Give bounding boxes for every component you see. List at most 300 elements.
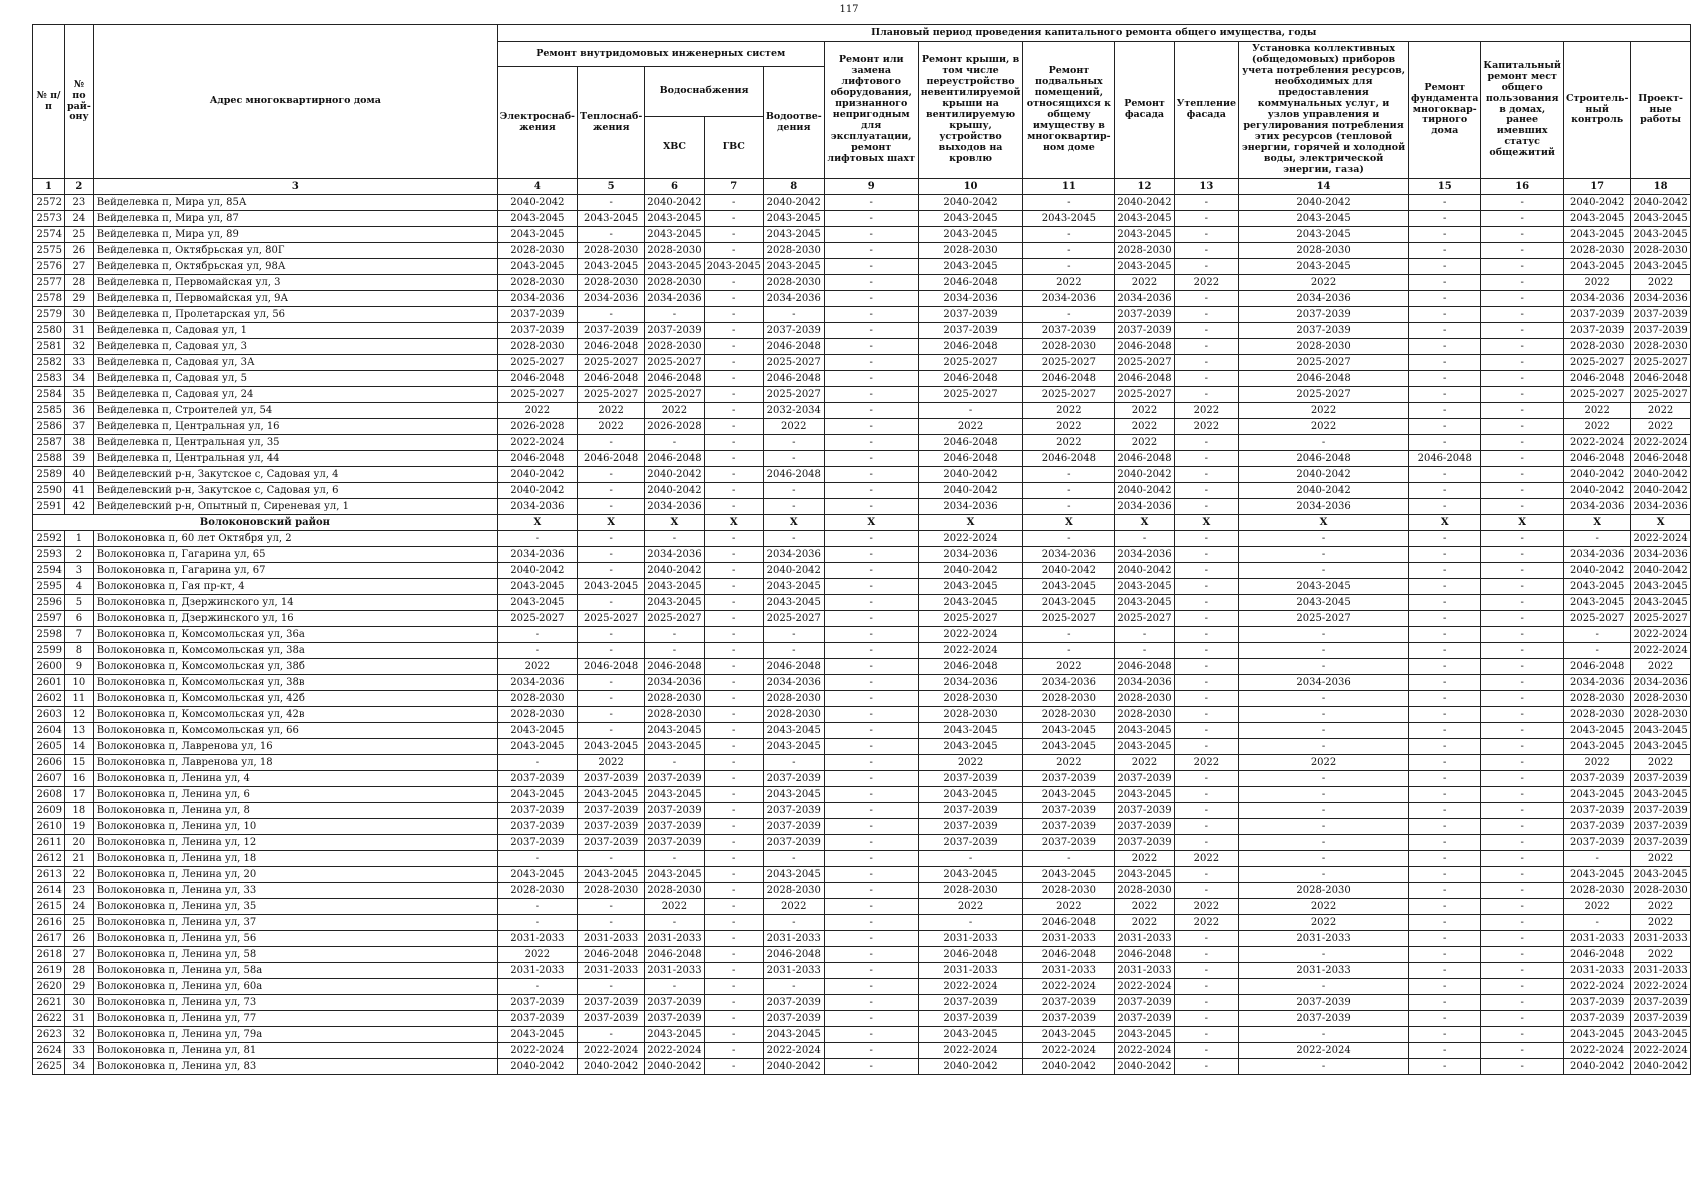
- table-row: [33, 419, 1691, 435]
- table-cell: 2022: [1563, 755, 1631, 771]
- cell-num-district: 12: [65, 707, 94, 723]
- table-cell: -: [1174, 1043, 1238, 1059]
- table-cell: -: [1239, 1059, 1409, 1075]
- table-cell: 2034-2036: [1563, 291, 1631, 307]
- table-row: [33, 979, 1691, 995]
- table-cell: 2037-2039: [1239, 307, 1409, 323]
- table-cell: 2022-2024: [1023, 1043, 1115, 1059]
- table-cell: 2043-2045: [1631, 739, 1690, 755]
- table-cell: -: [918, 915, 1023, 931]
- table-cell: 2034-2036: [1563, 499, 1631, 515]
- header-sewer: Водоотве-дения: [763, 67, 824, 179]
- table-cell: -: [1023, 467, 1115, 483]
- table-cell: 2022: [1023, 899, 1115, 915]
- table-cell: 2040-2042: [645, 563, 704, 579]
- table-cell: -: [1174, 371, 1238, 387]
- table-cell: -: [578, 1027, 645, 1043]
- table-cell: -: [1174, 931, 1238, 947]
- table-cell: -: [1409, 1043, 1481, 1059]
- table-row: [33, 611, 1691, 627]
- table-cell: -: [578, 307, 645, 323]
- header-dorm: Капитальный ремонт мест общего пользования в домах, ранее имевших статус общежитий: [1481, 42, 1564, 179]
- table-cell: -: [824, 195, 918, 211]
- header-electric: Электроснаб-жения: [497, 67, 577, 179]
- cell-address: Вейделевка п, Пролетарская ул, 56: [93, 307, 497, 323]
- table-cell: 2037-2039: [1115, 803, 1174, 819]
- cell-num-pp: 2597: [33, 611, 65, 627]
- table-cell: -: [704, 467, 763, 483]
- table-cell: -: [704, 771, 763, 787]
- table-cell: 2028-2030: [1239, 339, 1409, 355]
- cell-address: Вейделевский р-н, Закутское с, Садовая ул, 4: [93, 467, 497, 483]
- table-cell: 2037-2039: [578, 835, 645, 851]
- cell-num-district: 41: [65, 483, 94, 499]
- table-cell: 2040-2042: [645, 483, 704, 499]
- table-cell: 2022: [1239, 899, 1409, 915]
- cell-address: Волоконовка п, Ленина ул, 58: [93, 947, 497, 963]
- table-cell: 2022-2024: [1563, 1043, 1631, 1059]
- table-cell: 2043-2045: [645, 739, 704, 755]
- table-cell: 2028-2030: [645, 883, 704, 899]
- table-cell: -: [704, 563, 763, 579]
- table-cell: 2043-2045: [763, 723, 824, 739]
- table-cell: 2022: [1174, 275, 1238, 291]
- table-cell: 2022: [1631, 755, 1690, 771]
- table-cell: 2022-2024: [1631, 979, 1690, 995]
- table-cell: -: [1174, 787, 1238, 803]
- cell-address: Волоконовка п, Ленина ул, 8: [93, 803, 497, 819]
- table-cell: -: [704, 963, 763, 979]
- table-cell: 2034-2036: [497, 291, 577, 307]
- table-cell: 2037-2039: [763, 1011, 824, 1027]
- table-cell: -: [1409, 387, 1481, 403]
- table-cell: -: [824, 787, 918, 803]
- table-cell: 2040-2042: [1631, 195, 1690, 211]
- table-cell: -: [704, 947, 763, 963]
- table-cell: 2040-2042: [1115, 467, 1174, 483]
- header-water-supply: Водоснабжения: [645, 67, 764, 117]
- table-cell: 2043-2045: [578, 739, 645, 755]
- table-row: [33, 643, 1691, 659]
- table-cell: -: [1174, 579, 1238, 595]
- table-cell: 2034-2036: [763, 291, 824, 307]
- table-cell: -: [824, 963, 918, 979]
- table-cell: 2028-2030: [1563, 243, 1631, 259]
- table-cell: 2043-2045: [763, 1027, 824, 1043]
- table-cell: 2025-2027: [763, 387, 824, 403]
- table-cell: -: [1409, 819, 1481, 835]
- table-cell: 2025-2027: [763, 355, 824, 371]
- table-cell: 2022-2024: [918, 627, 1023, 643]
- cell-num-district: 17: [65, 787, 94, 803]
- table-cell: -: [1174, 387, 1238, 403]
- table-cell: 2025-2027: [1631, 387, 1690, 403]
- table-body: [33, 179, 1691, 1075]
- cell-num-pp: 2617: [33, 931, 65, 947]
- header-elevator: Ремонт или замена лифтового оборудования, признанного непригодным для эксплуатации, ремонт лифтовых шахт: [824, 42, 918, 179]
- table-cell: -: [1174, 883, 1238, 899]
- table-cell: 2043-2045: [918, 227, 1023, 243]
- column-number: 18: [1631, 179, 1690, 195]
- cell-num-district: 33: [65, 1043, 94, 1059]
- table-cell: 2028-2030: [578, 883, 645, 899]
- cell-num-district: 23: [65, 195, 94, 211]
- table-row: [33, 403, 1691, 419]
- table-row: [33, 771, 1691, 787]
- cell-num-district: 26: [65, 931, 94, 947]
- district-mark: X: [1409, 515, 1481, 531]
- table-cell: -: [1239, 563, 1409, 579]
- cell-num-pp: 2615: [33, 899, 65, 915]
- table-row: [33, 851, 1691, 867]
- table-cell: -: [1409, 899, 1481, 915]
- table-cell: -: [645, 627, 704, 643]
- district-name: Волоконовский район: [33, 515, 498, 531]
- table-cell: -: [824, 995, 918, 1011]
- cell-address: Волоконовка п, Ленина ул, 10: [93, 819, 497, 835]
- table-cell: -: [1409, 883, 1481, 899]
- cell-address: Вейделевка п, Центральная ул, 35: [93, 435, 497, 451]
- district-mark: X: [704, 515, 763, 531]
- table-cell: 2043-2045: [1239, 595, 1409, 611]
- table-row: [33, 1027, 1691, 1043]
- table-cell: 2046-2048: [1023, 947, 1115, 963]
- cell-num-district: 16: [65, 771, 94, 787]
- table-cell: -: [1239, 691, 1409, 707]
- table-cell: 2043-2045: [578, 211, 645, 227]
- table-cell: 2028-2030: [1115, 707, 1174, 723]
- table-cell: -: [918, 851, 1023, 867]
- table-cell: 2025-2027: [645, 387, 704, 403]
- table-cell: -: [1174, 563, 1238, 579]
- table-cell: 2022: [1023, 275, 1115, 291]
- cell-num-district: 29: [65, 979, 94, 995]
- cell-num-pp: 2581: [33, 339, 65, 355]
- table-cell: -: [763, 915, 824, 931]
- table-cell: -: [1481, 851, 1564, 867]
- cell-num-pp: 2595: [33, 579, 65, 595]
- table-cell: 2037-2039: [918, 995, 1023, 1011]
- cell-num-district: 37: [65, 419, 94, 435]
- table-cell: 2022: [1115, 419, 1174, 435]
- table-cell: 2031-2033: [1239, 931, 1409, 947]
- table-cell: 2037-2039: [1239, 995, 1409, 1011]
- table-cell: -: [1481, 963, 1564, 979]
- table-cell: -: [824, 979, 918, 995]
- table-cell: 2028-2030: [918, 883, 1023, 899]
- table-cell: 2028-2030: [1631, 339, 1690, 355]
- table-cell: 2043-2045: [1239, 211, 1409, 227]
- table-cell: -: [1409, 787, 1481, 803]
- table-cell: -: [824, 643, 918, 659]
- table-cell: 2037-2039: [578, 323, 645, 339]
- table-cell: -: [1239, 835, 1409, 851]
- table-cell: 2022: [1174, 755, 1238, 771]
- cell-address: Волоконовка п, Дзержинского ул, 16: [93, 611, 497, 627]
- table-cell: 2034-2036: [1631, 547, 1690, 563]
- table-cell: -: [578, 467, 645, 483]
- table-cell: -: [704, 723, 763, 739]
- table-cell: -: [1481, 387, 1564, 403]
- table-cell: -: [1563, 851, 1631, 867]
- table-cell: -: [1174, 627, 1238, 643]
- table-cell: 2022: [763, 419, 824, 435]
- table-cell: 2022: [1174, 419, 1238, 435]
- table-cell: 2022: [497, 947, 577, 963]
- cell-num-pp: 2609: [33, 803, 65, 819]
- table-cell: 2022: [645, 403, 704, 419]
- table-cell: -: [1023, 227, 1115, 243]
- table-cell: 2034-2036: [918, 499, 1023, 515]
- table-cell: -: [1409, 771, 1481, 787]
- table-cell: -: [704, 691, 763, 707]
- cell-address: Волоконовка п, Ленина ул, 4: [93, 771, 497, 787]
- cell-num-pp: 2579: [33, 307, 65, 323]
- table-cell: 2043-2045: [918, 595, 1023, 611]
- table-cell: -: [704, 979, 763, 995]
- table-cell: 2043-2045: [645, 1027, 704, 1043]
- table-cell: 2026-2028: [497, 419, 577, 435]
- table-cell: 2043-2045: [497, 595, 577, 611]
- table-cell: -: [704, 307, 763, 323]
- table-cell: -: [1239, 739, 1409, 755]
- table-cell: 2046-2048: [1563, 451, 1631, 467]
- table-cell: -: [704, 451, 763, 467]
- table-row: [33, 915, 1691, 931]
- table-cell: -: [1481, 819, 1564, 835]
- cell-num-district: 25: [65, 915, 94, 931]
- table-cell: -: [824, 915, 918, 931]
- table-cell: -: [1409, 403, 1481, 419]
- table-cell: -: [824, 211, 918, 227]
- table-cell: 2046-2048: [578, 371, 645, 387]
- table-cell: 2028-2030: [578, 275, 645, 291]
- table-cell: -: [1481, 787, 1564, 803]
- table-cell: -: [1409, 931, 1481, 947]
- table-cell: -: [704, 899, 763, 915]
- table-cell: 2043-2045: [1239, 579, 1409, 595]
- table-cell: -: [1409, 851, 1481, 867]
- cell-num-pp: 2575: [33, 243, 65, 259]
- table-cell: 2043-2045: [1023, 867, 1115, 883]
- table-cell: -: [1481, 899, 1564, 915]
- table-cell: 2037-2039: [1563, 995, 1631, 1011]
- table-cell: -: [1174, 323, 1238, 339]
- table-cell: 2040-2042: [918, 483, 1023, 499]
- table-cell: -: [824, 403, 918, 419]
- table-cell: 2031-2033: [578, 931, 645, 947]
- table-cell: 2025-2027: [645, 355, 704, 371]
- cell-num-pp: 2611: [33, 835, 65, 851]
- table-cell: -: [1409, 483, 1481, 499]
- table-cell: -: [1174, 307, 1238, 323]
- table-cell: -: [578, 707, 645, 723]
- table-cell: 2046-2048: [578, 659, 645, 675]
- table-cell: 2025-2027: [1563, 387, 1631, 403]
- table-cell: 2043-2045: [1563, 595, 1631, 611]
- table-cell: -: [704, 483, 763, 499]
- table-cell: -: [1409, 739, 1481, 755]
- table-row: [33, 819, 1691, 835]
- table-cell: 2022: [1023, 419, 1115, 435]
- table-cell: 2022-2024: [497, 1043, 577, 1059]
- table-cell: 2043-2045: [1023, 723, 1115, 739]
- table-cell: 2037-2039: [1023, 803, 1115, 819]
- table-cell: 2025-2027: [1631, 355, 1690, 371]
- cell-num-pp: 2591: [33, 499, 65, 515]
- cell-address: Вейделевка п, Первомайская ул, 3: [93, 275, 497, 291]
- table-cell: -: [824, 531, 918, 547]
- table-cell: 2040-2042: [497, 467, 577, 483]
- table-cell: -: [1481, 803, 1564, 819]
- table-cell: 2040-2042: [1631, 467, 1690, 483]
- cell-num-pp: 2616: [33, 915, 65, 931]
- table-row: [33, 723, 1691, 739]
- table-cell: 2025-2027: [1563, 355, 1631, 371]
- table-cell: -: [578, 851, 645, 867]
- table-cell: 2040-2042: [918, 1059, 1023, 1075]
- cell-num-district: 38: [65, 435, 94, 451]
- table-cell: 2022-2024: [645, 1043, 704, 1059]
- table-cell: 2028-2030: [1023, 707, 1115, 723]
- table-cell: 2028-2030: [1631, 883, 1690, 899]
- table-cell: 2022-2024: [1023, 979, 1115, 995]
- column-number: 12: [1115, 179, 1174, 195]
- table-cell: 2043-2045: [1631, 227, 1690, 243]
- table-cell: 2043-2045: [1115, 723, 1174, 739]
- table-cell: 2037-2039: [578, 819, 645, 835]
- table-cell: 2040-2042: [918, 195, 1023, 211]
- table-cell: -: [704, 403, 763, 419]
- cell-num-pp: 2572: [33, 195, 65, 211]
- table-cell: -: [704, 323, 763, 339]
- table-cell: 2025-2027: [497, 387, 577, 403]
- table-cell: -: [1481, 691, 1564, 707]
- table-cell: -: [1174, 483, 1238, 499]
- table-cell: 2037-2039: [578, 1011, 645, 1027]
- table-cell: -: [1174, 771, 1238, 787]
- district-mark: X: [918, 515, 1023, 531]
- table-cell: -: [918, 403, 1023, 419]
- table-cell: 2037-2039: [1631, 771, 1690, 787]
- column-number: 5: [578, 179, 645, 195]
- table-cell: -: [497, 531, 577, 547]
- cell-num-district: 30: [65, 307, 94, 323]
- table-cell: -: [1481, 307, 1564, 323]
- table-cell: 2037-2039: [763, 835, 824, 851]
- table-cell: -: [1409, 803, 1481, 819]
- cell-num-pp: 2589: [33, 467, 65, 483]
- cell-num-district: 40: [65, 467, 94, 483]
- cell-address: Волоконовка п, Ленина ул, 58а: [93, 963, 497, 979]
- table-cell: 2022: [1631, 851, 1690, 867]
- table-cell: -: [578, 595, 645, 611]
- cell-address: Волоконовка п, Гагарина ул, 65: [93, 547, 497, 563]
- table-cell: -: [704, 675, 763, 691]
- table-cell: 2043-2045: [1563, 723, 1631, 739]
- cell-num-district: 21: [65, 851, 94, 867]
- table-row: [33, 963, 1691, 979]
- table-cell: -: [1481, 659, 1564, 675]
- table-cell: 2028-2030: [1631, 243, 1690, 259]
- table-cell: -: [824, 227, 918, 243]
- table-cell: -: [824, 707, 918, 723]
- cell-num-pp: 2576: [33, 259, 65, 275]
- table-cell: 2043-2045: [1563, 259, 1631, 275]
- table-cell: 2037-2039: [918, 323, 1023, 339]
- cell-num-district: 10: [65, 675, 94, 691]
- table-cell: 2040-2042: [1631, 483, 1690, 499]
- table-cell: 2040-2042: [1115, 563, 1174, 579]
- table-cell: -: [704, 579, 763, 595]
- table-cell: -: [824, 355, 918, 371]
- header-foundation: Ремонт фундамента многоквар-тирного дома: [1409, 42, 1481, 179]
- table-cell: -: [1174, 435, 1238, 451]
- column-number: 15: [1409, 179, 1481, 195]
- table-cell: -: [1023, 643, 1115, 659]
- table-cell: 2046-2048: [578, 339, 645, 355]
- table-cell: -: [1174, 707, 1238, 723]
- table-cell: -: [645, 307, 704, 323]
- table-cell: -: [1409, 643, 1481, 659]
- table-cell: 2043-2045: [918, 579, 1023, 595]
- table-cell: 2031-2033: [1115, 963, 1174, 979]
- header-planned-period: Плановый период проведения капитального ремонта общего имущества, годы: [497, 25, 1690, 42]
- cell-num-district: 19: [65, 819, 94, 835]
- header-design: Проект-ные работы: [1631, 42, 1690, 179]
- table-cell: 2043-2045: [1563, 739, 1631, 755]
- table-cell: 2037-2039: [1631, 819, 1690, 835]
- cell-num-pp: 2601: [33, 675, 65, 691]
- table-cell: 2022-2024: [1631, 643, 1690, 659]
- table-cell: -: [704, 371, 763, 387]
- district-mark: X: [824, 515, 918, 531]
- table-cell: 2025-2027: [1115, 611, 1174, 627]
- table-cell: 2034-2036: [578, 291, 645, 307]
- table-cell: -: [824, 1011, 918, 1027]
- table-row: [33, 627, 1691, 643]
- table-cell: -: [824, 1043, 918, 1059]
- table-cell: -: [1481, 259, 1564, 275]
- table-cell: 2034-2036: [1239, 499, 1409, 515]
- table-cell: 2028-2030: [645, 691, 704, 707]
- table-cell: 2022: [1239, 915, 1409, 931]
- table-cell: 2040-2042: [1239, 195, 1409, 211]
- table-cell: -: [578, 691, 645, 707]
- table-cell: 2022: [1115, 435, 1174, 451]
- table-cell: -: [824, 595, 918, 611]
- table-cell: 2037-2039: [1023, 995, 1115, 1011]
- header-num-district: № по рай-ону: [65, 25, 94, 179]
- cell-num-district: 26: [65, 243, 94, 259]
- cell-address: Волоконовка п, 60 лет Октября ул, 2: [93, 531, 497, 547]
- table-cell: -: [1409, 963, 1481, 979]
- table-cell: -: [704, 595, 763, 611]
- table-cell: -: [1409, 259, 1481, 275]
- table-cell: 2040-2042: [1631, 563, 1690, 579]
- table-cell: -: [704, 435, 763, 451]
- column-number: 9: [824, 179, 918, 195]
- table-cell: -: [1481, 867, 1564, 883]
- cell-num-district: 22: [65, 867, 94, 883]
- table-cell: -: [578, 547, 645, 563]
- table-cell: 2037-2039: [1563, 771, 1631, 787]
- table-cell: 2034-2036: [1563, 675, 1631, 691]
- table-cell: -: [1481, 979, 1564, 995]
- table-cell: 2022: [1023, 755, 1115, 771]
- cell-num-district: 11: [65, 691, 94, 707]
- header-heat: Теплоснаб-жения: [578, 67, 645, 179]
